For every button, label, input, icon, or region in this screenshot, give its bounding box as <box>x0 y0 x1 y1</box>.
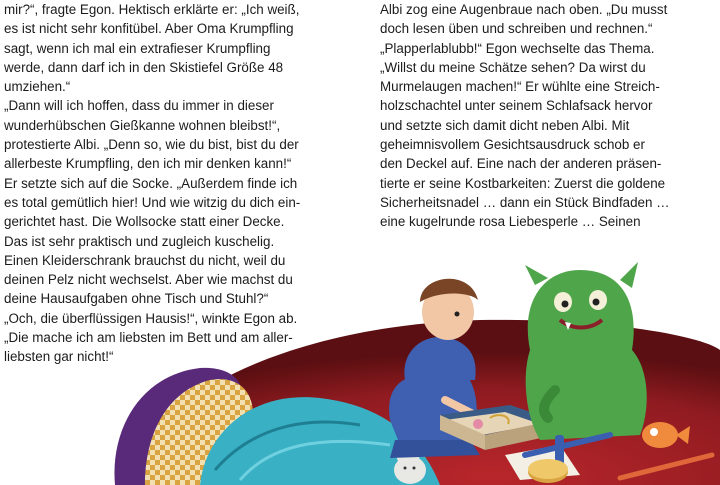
krumpfling-monster <box>525 262 647 440</box>
paragraph: „Dann will ich hoffen, dass du immer in dieser wunderhübschen Gießkanne wohnen bleibst!“, protestierte Albi. „Denn so, wie du bist, bist du der allerbeste Krumpfling, den ich mir denken kann!“ Er setzte sich auf die Socke. „Außerdem finde ich es total gemütlich hier! Und wie witzig du dich ein- gerichtet hast. Die Wollsocke statt einer Decke. Das ist sehr praktisch und zugleich kuschelig. Einen Kleiderschrank brauchst du nicht, weil du deinen Pelz nicht wechselst. Aber wie machst du deine Hausaufgaben ohne Tisch und Stuhl?“ <box>4 98 301 307</box>
story-illustration <box>0 240 720 485</box>
paragraph: „Och, die überflüssigen Hausis!“, winkte Egon ab. „Die mache ich am liebsten im Bett und am aller- liebsten gar nicht!“ <box>4 310 298 365</box>
paragraph: Albi zog eine Augenbraue nach oben. „Du musst doch lesen üben und schreiben und rechnen.“ <box>380 2 668 37</box>
paragraph: „Plapperlablubb!“ Egon wechselte das Thema. „Willst du meine Schätze sehen? Da wirst du Murmelaugen machen!“ Er wühlte eine Streich- holzschachtel unter seinem Schlafsack hervor und setzte sich damit dicht neben Albi. Mit geheimnisvollem Gesichtsausdruck schob er den Deckel auf. Eine nach der anderen präsen- tierte er seine Kostbarkeiten: Zuerst die goldene Sicherheitsnadel … dann ein Stück Bindfaden … eine kugelrunde rosa Liebesperle … Seinen <box>380 40 670 230</box>
right-text-column <box>380 0 720 232</box>
paragraph: mir?“, fragte Egon. Hektisch erklärte er: „Ich weiß, es ist nicht sehr konfitübel. Aber Oma Krumpfling sagt, wenn ich mal ein extrafieser Krumpfling werde, dann darf ich in den Skistiefel Größe 48 umziehen.“ <box>4 2 300 95</box>
